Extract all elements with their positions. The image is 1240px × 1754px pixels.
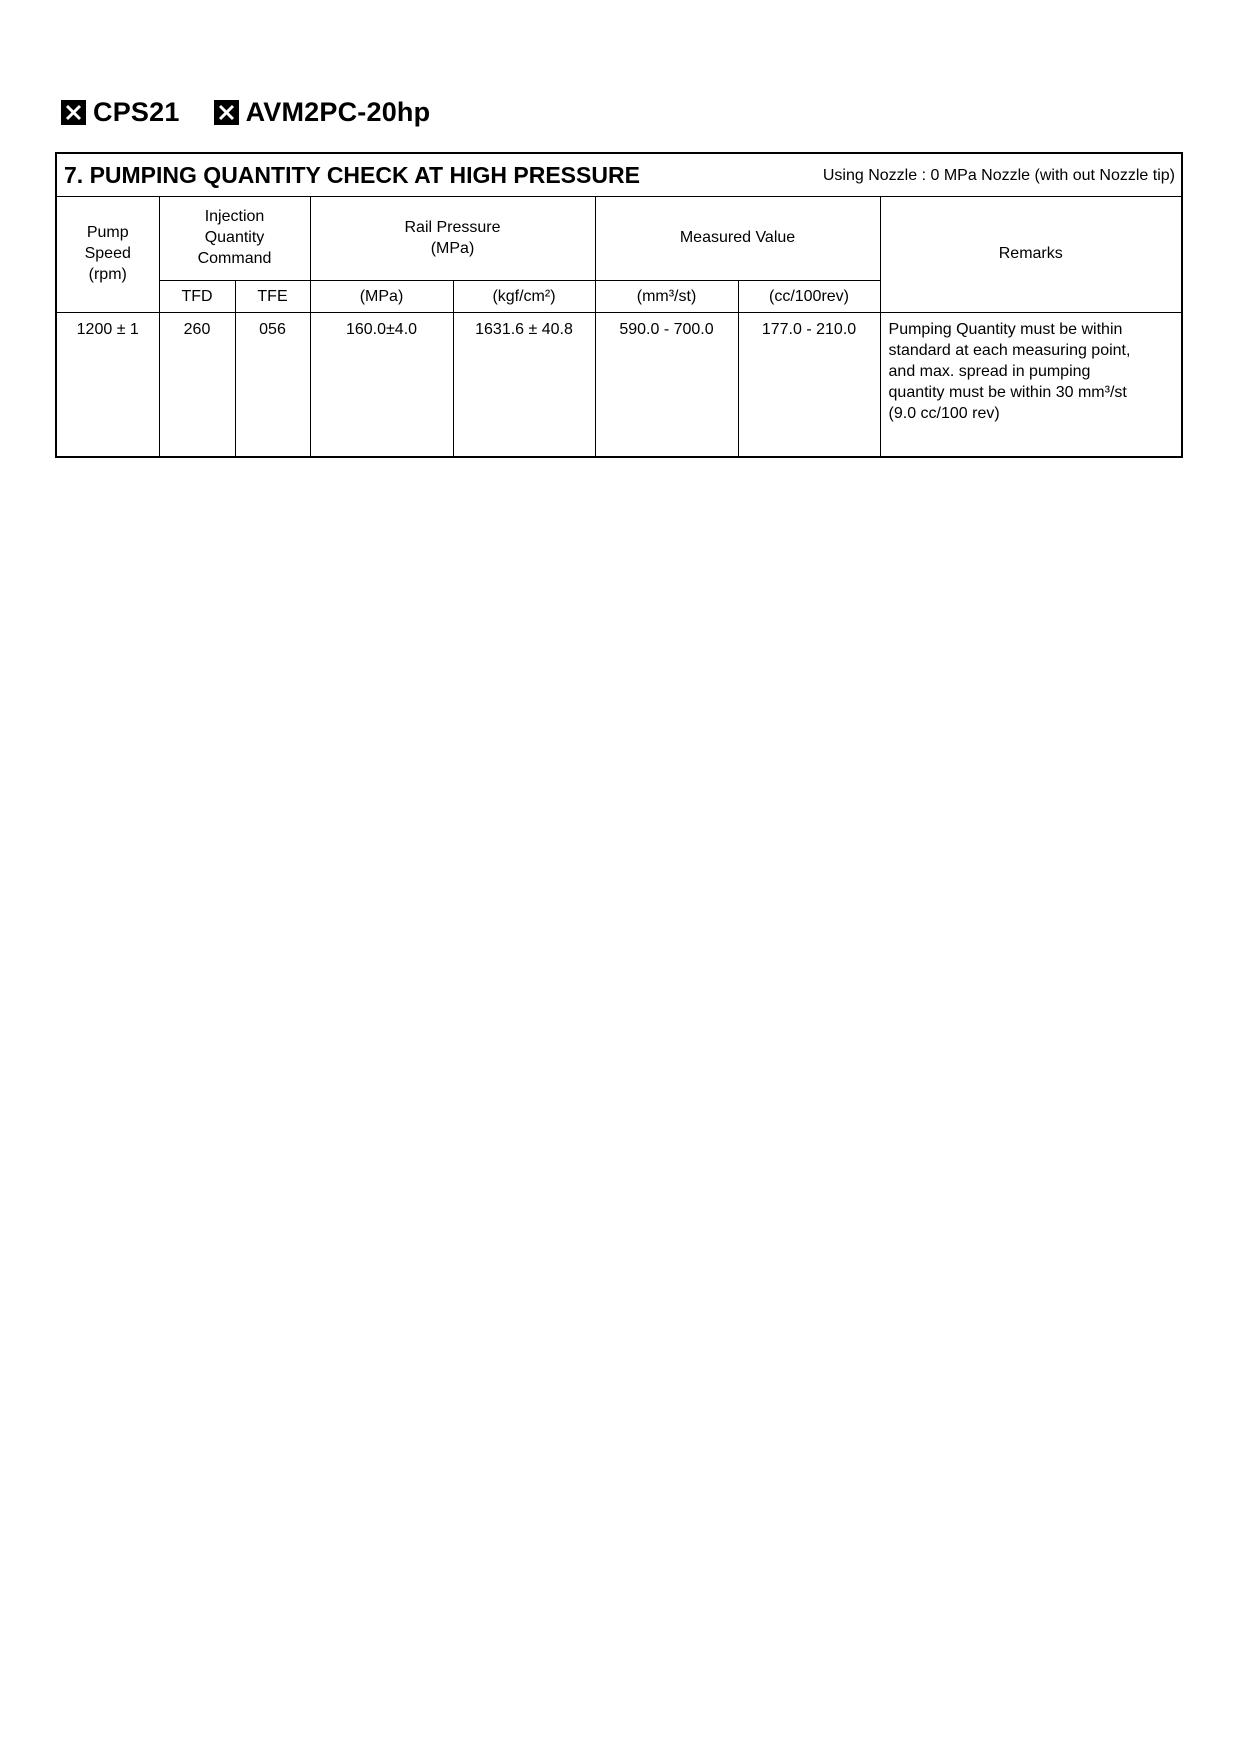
table-row bbox=[57, 312, 1181, 456]
model-label: AVM2PC-20hp bbox=[245, 96, 431, 127]
subheader-mpa: (MPa) bbox=[310, 280, 453, 312]
section-title-row bbox=[57, 154, 1181, 197]
subheader-kgf: (kgf/cm²) bbox=[453, 280, 595, 312]
model-header bbox=[61, 92, 430, 132]
section-title: 7. PUMPING QUANTITY CHECK AT HIGH PRESSURE bbox=[64, 162, 640, 188]
spec-table-box bbox=[55, 152, 1183, 458]
model-label: CPS21 bbox=[93, 96, 180, 127]
model-avm2pc bbox=[214, 97, 431, 128]
cell-mpa: 160.0±4.0 bbox=[310, 312, 453, 456]
cell-mm3: 590.0 - 700.0 bbox=[595, 312, 738, 456]
header-pump-speed: Pump Speed (rpm) bbox=[57, 196, 159, 312]
cell-tfd: 260 bbox=[159, 312, 235, 456]
table-header-row bbox=[57, 196, 1181, 280]
cell-remarks: Pumping Quantity must be within standard at each measuring point, and max. spread in pumping quantity must be within 30 mm³/st (9.0 cc/100 rev) bbox=[880, 312, 1181, 456]
header-injection-command: Injection Quantity Command bbox=[159, 196, 310, 280]
nozzle-note: Using Nozzle : 0 MPa Nozzle (with out Nozzle tip) bbox=[822, 167, 1175, 184]
checked-box-icon bbox=[214, 100, 239, 125]
header-remarks: Remarks bbox=[880, 196, 1181, 312]
subheader-tfd: TFD bbox=[159, 280, 235, 312]
model-cps21 bbox=[61, 97, 180, 128]
checked-box-icon bbox=[61, 100, 86, 125]
subheader-tfe: TFE bbox=[235, 280, 310, 312]
spec-table bbox=[57, 196, 1181, 456]
cell-tfe: 056 bbox=[235, 312, 310, 456]
subheader-mm3: (mm³/st) bbox=[595, 280, 738, 312]
cell-cc: 177.0 - 210.0 bbox=[738, 312, 880, 456]
header-measured-value: Measured Value bbox=[595, 196, 880, 280]
subheader-cc: (cc/100rev) bbox=[738, 280, 880, 312]
cell-pump-speed: 1200 ± 1 bbox=[57, 312, 159, 456]
header-rail-pressure: Rail Pressure (MPa) bbox=[310, 196, 595, 280]
cell-kgf: 1631.6 ± 40.8 bbox=[453, 312, 595, 456]
